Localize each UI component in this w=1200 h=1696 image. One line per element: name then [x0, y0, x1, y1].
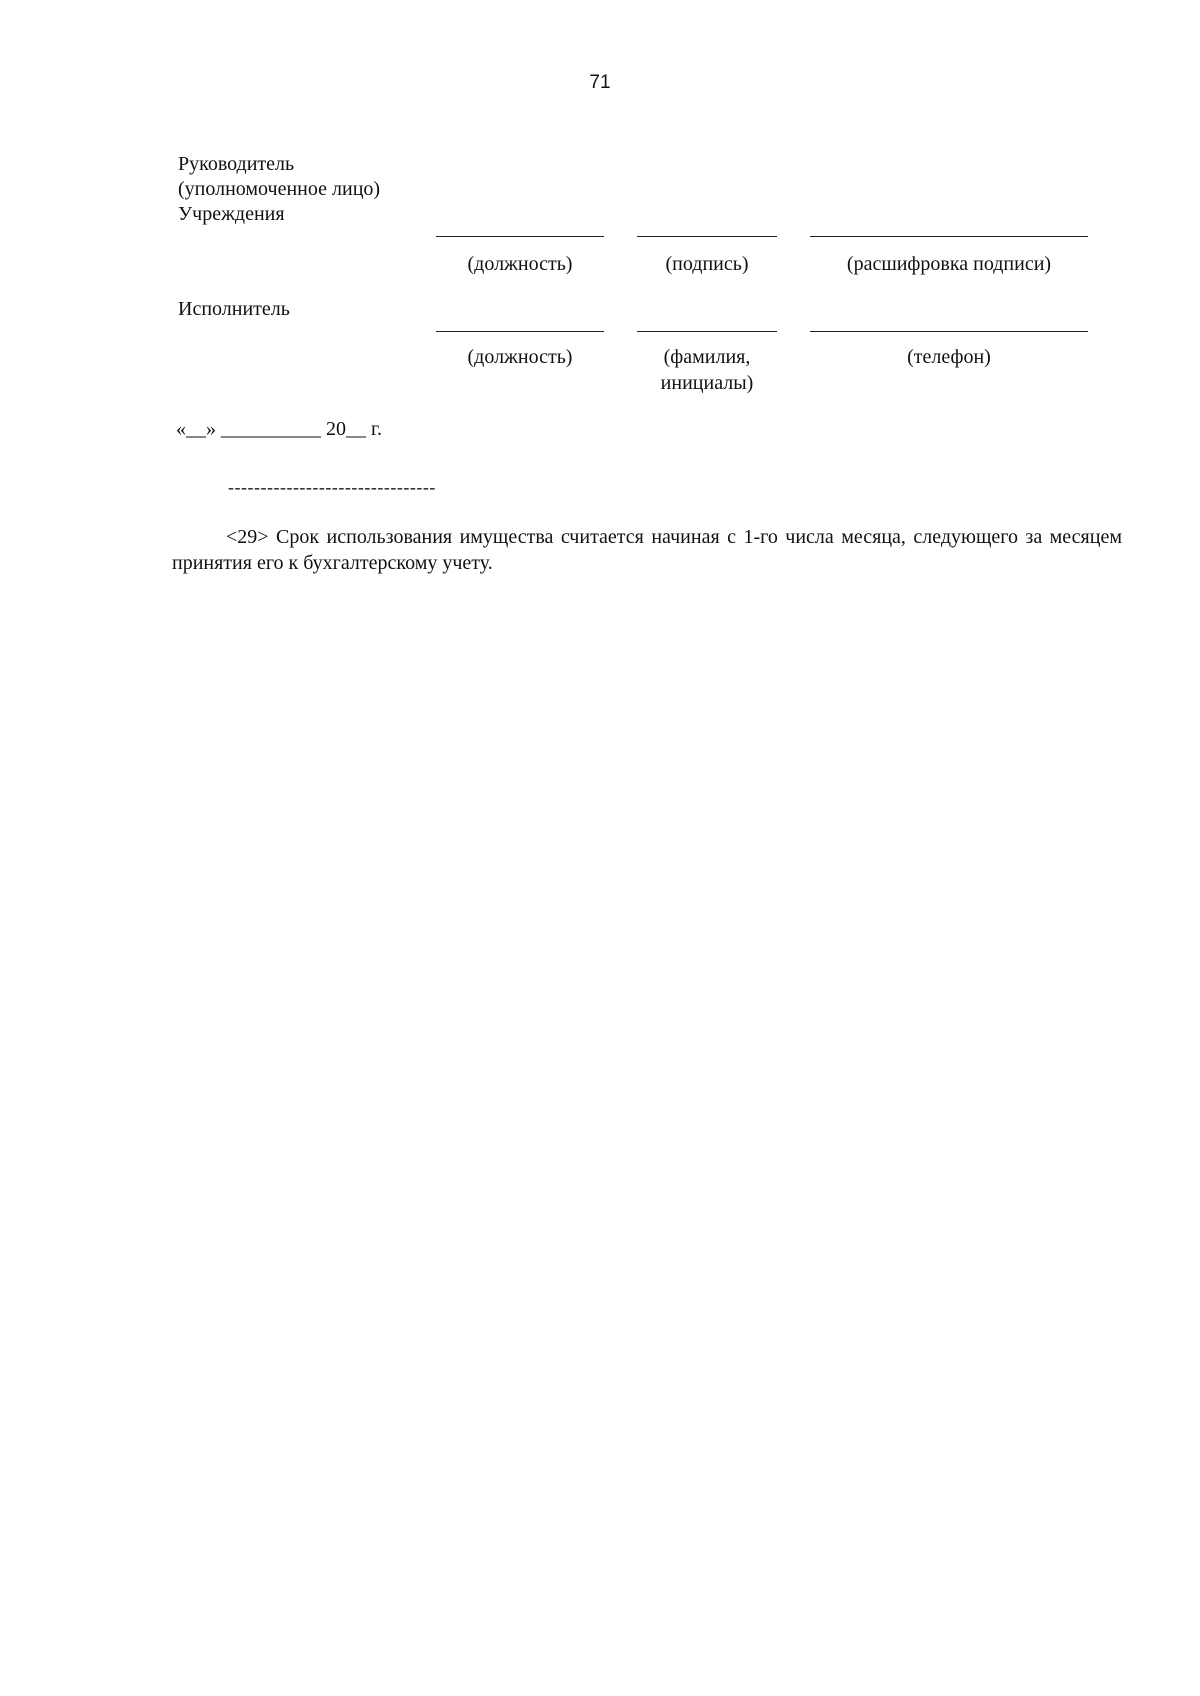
- executor-position-line[interactable]: [436, 331, 604, 332]
- manager-label-line3: Учреждения: [178, 203, 285, 225]
- manager-position-line[interactable]: [436, 236, 604, 237]
- footnote-separator: --------------------------------: [228, 477, 436, 497]
- executor-name-caption-line2: инициалы): [660, 372, 754, 394]
- executor-position-caption: (должность): [467, 346, 573, 368]
- manager-signature-decoding-line[interactable]: [810, 236, 1088, 237]
- executor-phone-caption: (телефон): [907, 346, 991, 368]
- page-number: 71: [589, 72, 611, 93]
- manager-position-caption: (должность): [467, 253, 573, 275]
- manager-signature-line[interactable]: [637, 236, 777, 237]
- manager-signature-decoding-caption: (расшифровка подписи): [846, 253, 1052, 275]
- executor-label: Исполнитель: [178, 298, 290, 320]
- date-line[interactable]: «__» __________ 20__ г.: [176, 418, 382, 440]
- manager-label-line2: (уполномоченное лицо): [178, 178, 381, 200]
- manager-label-line1: Руководитель: [178, 153, 295, 175]
- executor-phone-line[interactable]: [810, 331, 1088, 332]
- footnote-text: <29> Срок использования имущества считается начиная с 1-го числа месяца, следующего за месяцем принятия его к бухгалтерскому учету.: [172, 526, 1122, 574]
- manager-signature-caption: (подпись): [665, 253, 749, 275]
- executor-name-line[interactable]: [637, 331, 777, 332]
- executor-name-caption-line1: (фамилия,: [663, 346, 751, 368]
